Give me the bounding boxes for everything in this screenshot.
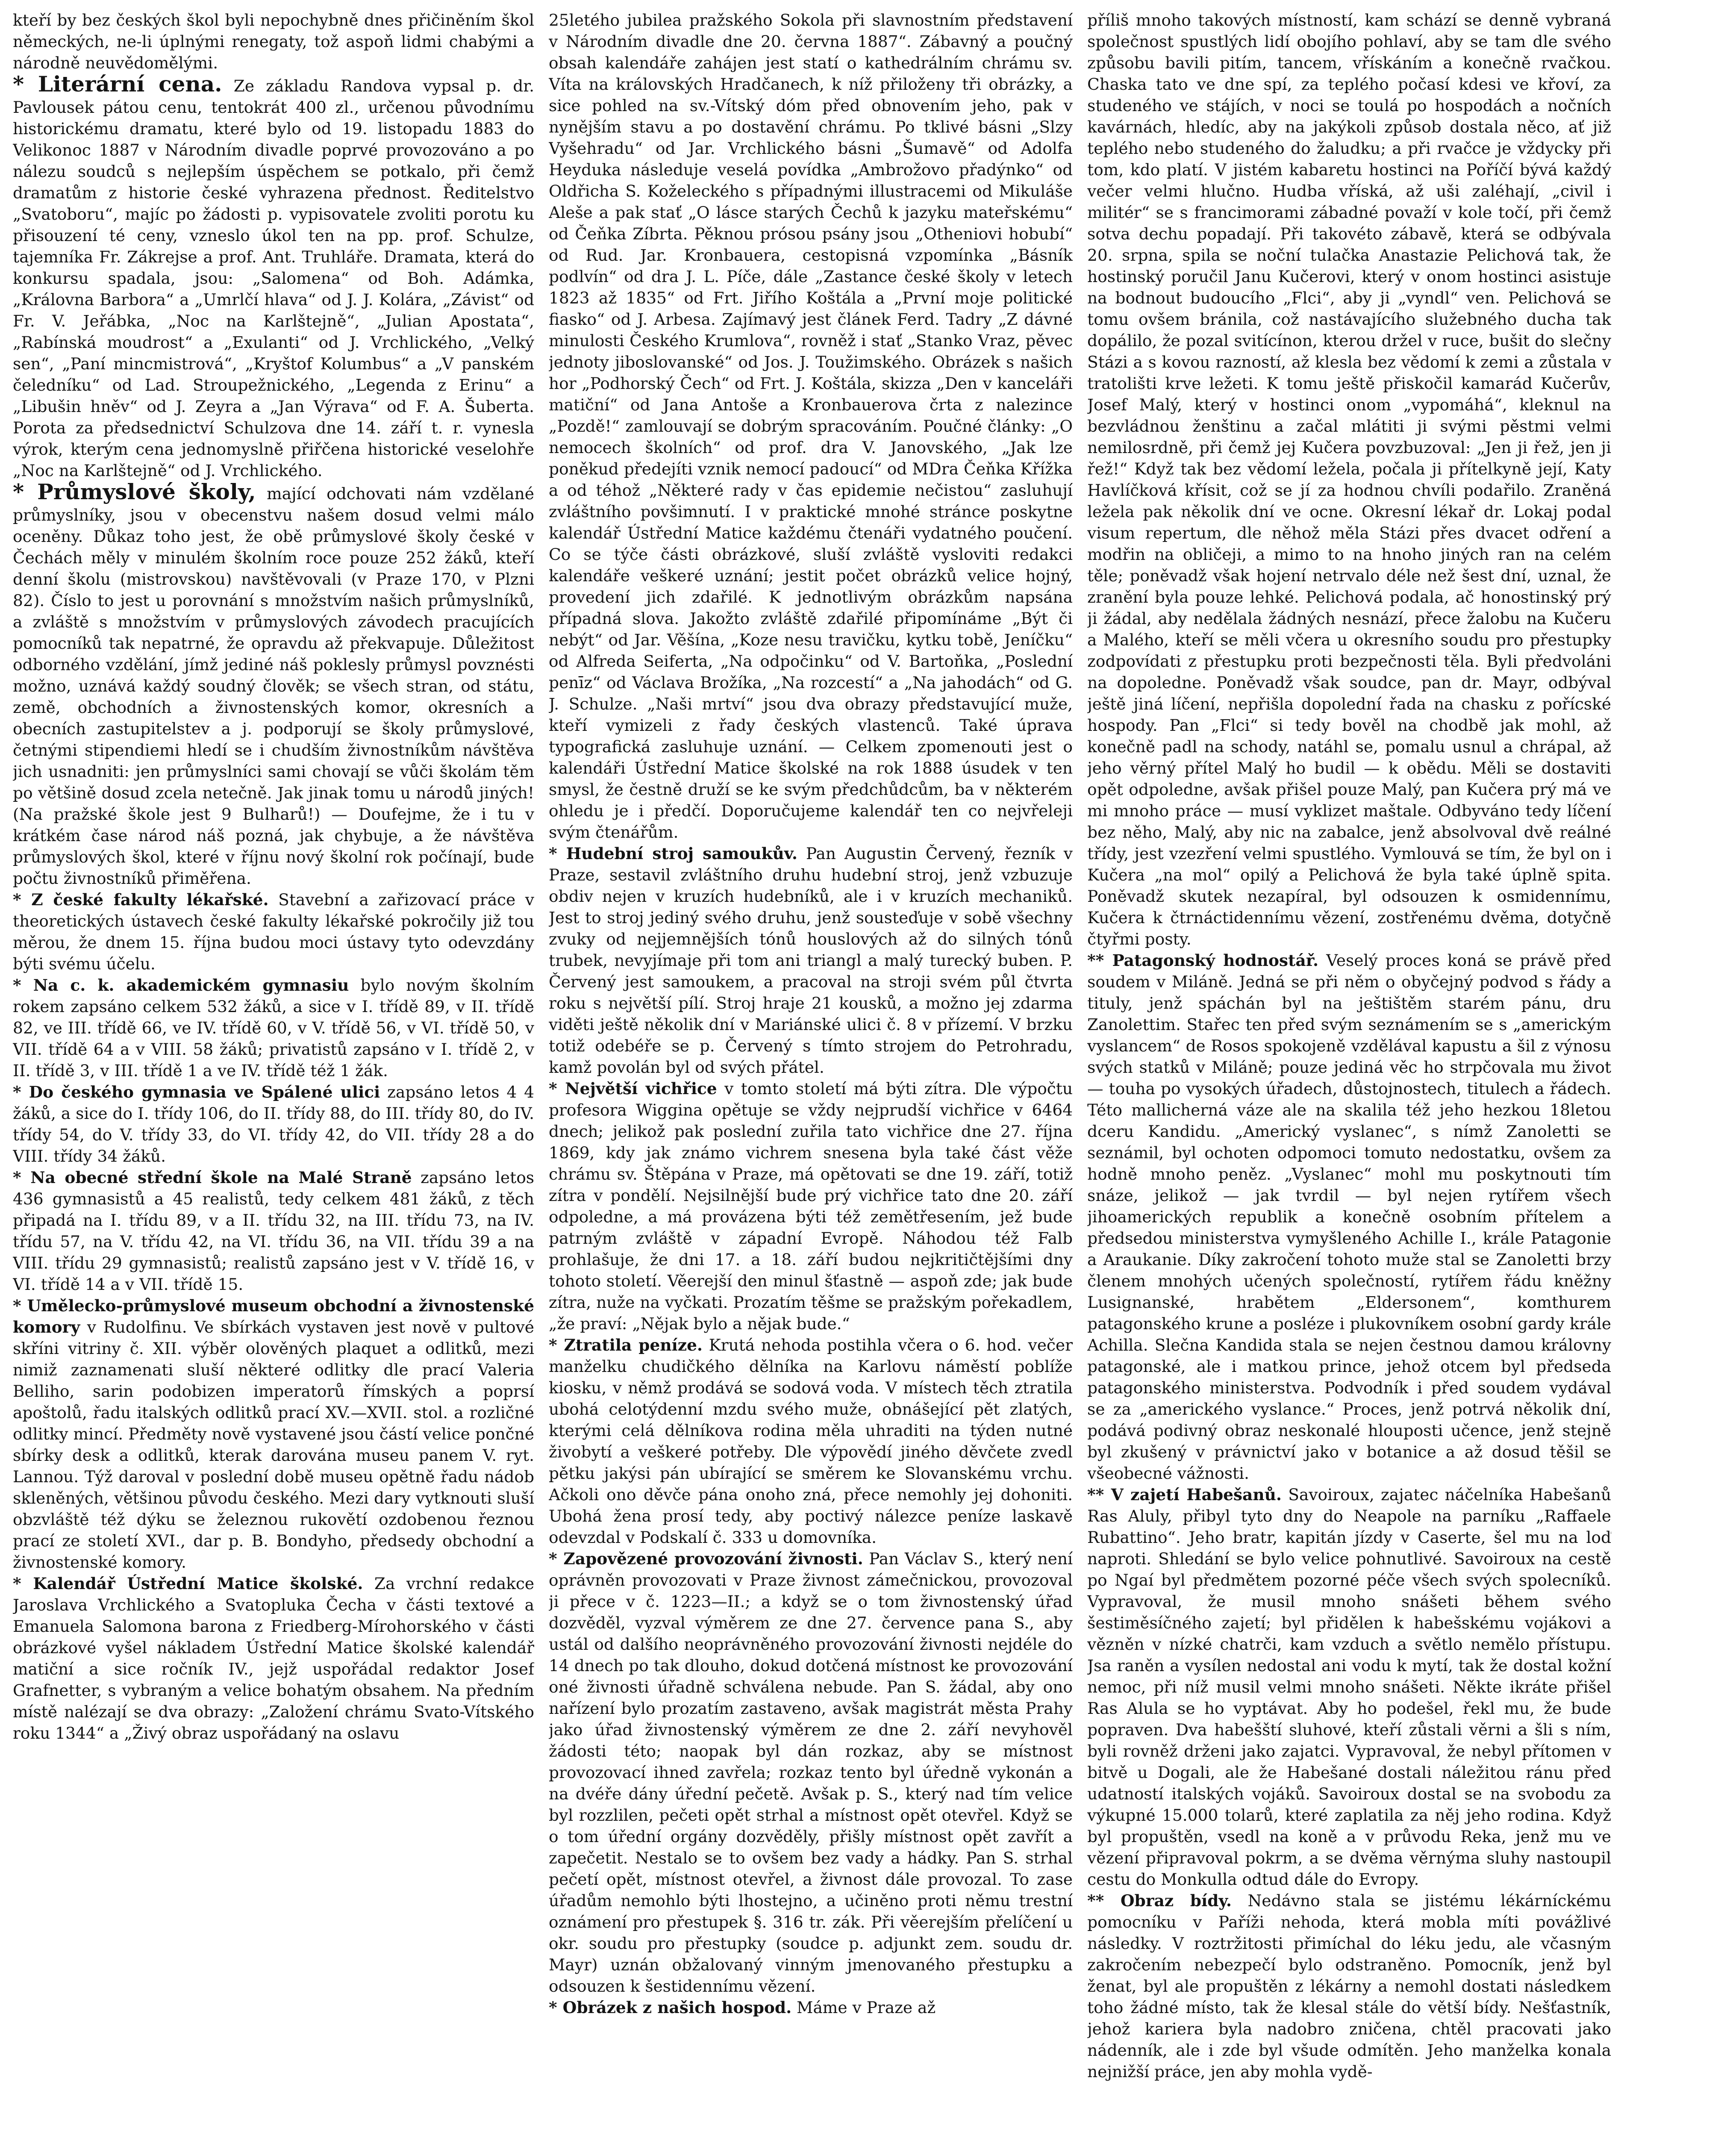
article-headline: * Kalendář Ústřední Matice školské. bbox=[13, 1574, 363, 1593]
article-paragraph bbox=[13, 889, 534, 974]
article-text: bylo novým školním rokem zapsáno celkem 532 žáků, a sice v I. třídě 89, v II. třídě 82, ve III. třídě 66, ve IV. třídě 60, v V. třídě 56, v VI. třídě 50, v VII. třídě 64 a v VIII. 58 žáků; privatistů zapsáno v I. třídě 2, v II. třídě 3, v III. třídě 1 a ve IV. třídě též 1 žák. bbox=[13, 976, 534, 1080]
article-paragraph bbox=[13, 974, 534, 1081]
article-headline: * Na obecné střední škole na Malé Straně bbox=[13, 1168, 412, 1187]
article-paragraph bbox=[13, 1081, 534, 1167]
article-text: Za vrchní redakce Jaroslava Vrchlického a Svatopluka Čecha v části textové a Emanuela Salomona barona z Friedberg-Mírohorského v části obrázkové vyšel nákladem Ústřední Matice školské kalendář matiční a sice ročník IV., jejž uspořádal redaktor Josef Grafnetter, s vybraným a velice bohatým obsahem. Na předním místě nalézají se dva obrazy: „Založení chrámu Svato-Vítského roku 1344“ a „Živý obraz uspořádaný na oslavu bbox=[13, 1574, 534, 1743]
article-text: 25letého jubilea pražského Sokola při slavnostním představení v Národním divadle dne 20. června 1887“. Zábavný a poučný obsah kalendáře zahájen jest statí o kathedrálním chrámu sv. Víta na královských Hradčanech, k níž přiloženy tři obrázky, a sice pohled na sv.-Vítský dóm před obnovením jeho, pak v nynějším stavu a po dostavění chrámu. Po tklivé básni „Slzy Vyšehradu“ od Jar. Vrchlického básni „Šumavě“ od Adolfa Heyduka následuje veselá povídka „Ambrožovo přadýnko“ od Oldřicha S. Koželeckého s případnými illustracemi od Mikuláše Aleše a pak stať „O lásce starých Čechů k jazyku mateřskému“ od Čeňka Zíbrta. Pěknou prósou psány jsou „Otheniovi hobubí“ od Rud. Jar. Kronbauera, cestopisná vzpomínka „Básník podlvín“ od dra J. L. Píče, dále „Zastance české školy v letech 1823 až 1835“ od Frt. Jiřího Koštála a „První moje politické fiasko“ od J. Arbesa. Zajímavý jest článek Ferd. Tadry „Z dávné minulosti Českého Krumlova“, rovněž i stať „Stanko Vraz, pěvec jednoty jiboslovanské“ od Jos. J. Toužimského. Obrázek s našich hor „Podhorský Čech“ od Frt. J. Koštála, skizza „Den v kanceláři matiční“ od Jana Antoše a Kronbauerova črta z nalezince „Pozdě!“ zamlouvají se dobrým spracováním. Poučné články: „O nemocech školních“ od prof. dra V. Janovského, „Jak lze poněkud předejíti vznik nemocí padoucí“ od MDra Čeňka Křížka a od téhož „Některé rady v čas epidemie nečistou“ zasluhují zvláštního povšimnutí. I v praktické mnohé stránce poskytne kalendář Ústřední Matice každému čtenáři vydatného poučení. Co se týče části obrázkové, sluší zvláště vysloviti redakci kalendáře veškeré uznání; jestit počet obrázků velice hojný, provedení jich zdařilé. K jednotlivým obrázkům napsána případná slova. Jakožto zvláště zdařilé připomínáme „Být či nebýt“ od Jar. Věšína, „Koze nesu travičku, kytku tobě, Jeníčku“ od Alfreda Seiferta, „Na odpočinku“ od V. Bartoňka, „Poslední penīz“ od Václava Brožíka, „Na rozcestí“ a „Na jahodách“ od G. J. Schulze. „Naši mrtví“ jsou dva obrazy představující muže, kteří vymizeli z řady českých vlastenců. Také úprava typografická zasluhuje uznání. — Celkem zpomenouti jest o kalendáři Ústřední Matice školské na rok 1888 úsudek v ten smysl, že čestně druží se ke svým předchůdcům, ba v některém ohledu je i předčí. Doporučujeme kalendář ten co nejvřeleji svým čtenářům. bbox=[549, 11, 1073, 842]
article-headline: * Na c. k. akademickém gymnasiu bbox=[13, 976, 349, 995]
article-text: Pan Václav S., který není oprávněn provozovati v Praze živnost zámečnickou, provozoval ji přece v č. 1223—II.; a když se o tom živnostenský úřad dozvěděl, vyzval výměrem ze dne 27. července pana S., aby ustál od dalšího neoprávněného provozování živnosti nejdéle do 14 dnech po tak dlouho, dokud dotčená místnost ke provozování oné živnosti úřadně schválena nebude. Pan S. žádal, aby ono nařízení bylo prozatím zastaveno, avšak magistrát města Prahy jako úřad živnostenský výměrem ze dne 2. září nevyhověl žádosti této; naopak byl dán rozkaz, aby se místnost provozovací ihned zavřela; rozkaz tento byl úředně vykonán a na dvéře dány úřední pečetě. Avšak p. S., který nad tím velice byl rozzlilen, pečeti opět strhal a místnost opět otevřel. Když se o tom úřední orgány dozvěděly, přišly místnost opět zavřít a zapečetit. Nestalo se to ovšem bez vady a hádky. Pan S. strhal pečetí opět, místnost otevřel, a živnost dále provozal. To zase úřadům nemohlo býti lhostejno, a učiněno proti němu trestní oznámení pro přestupek §. 316 tr. zák. Při věerejším přelíčení u okr. soudu pro přestupky (soudce p. adjunkt zem. soudu dr. Mayr) uznán obžalovaný vinným jmenovaného přestupku a odsouzen k šestidennímu vězení. bbox=[549, 1549, 1073, 1996]
article-text: Ze základu Randova vypsal p. dr. Pavlousek pátou cenu, tentokrát 400 zl., určenou původnímu historickému dramatu, které bylo od 19. listopadu 1883 do Velikonoc 1887 v Národním divadle poprvé provozováno a po nálezu soudců s nejlepším úspěchem se potkalo, při čemž dramatům z historie české vyhrazena přednost. Ředitelstvo „Svatoboru“, majíc po žádosti p. vypisovatele zvoliti porotu ku přisouzení té ceny, vzneslo úkol ten na pp. prof. Schulze, tajemníka Fr. Zákrejse a prof. Ant. Truhláře. Dramata, která do konkursu spadala, jsou: „Salomena“ od Boh. Adámka, „Královna Barbora“ a „Umrlčí hlava“ od J. J. Kolára, „Závist“ od Fr. V. Jeřábka, „Noc na Karlštejně“, „Julian Apostata“, „Rabínská moudrost“ a „Exulanti“ od J. Vrchlického, „Velký sen“, „Paní mincmistrová“, „Kryštof Kolumbus“ a „V panském čeledníku“ od Lad. Stroupežnického, „Legenda z Erinu“ a „Libušin hněv“ od J. Zeyra a „Jan Výrava“ od F. A. Šuberta. Porota za předsednictví Schulzova dne 14. září t. r. vynesla výrok, kterým cena jednomyslně přiřčena historické veselohře „Noc na Karlštejně“ od J. Vrchlického. bbox=[13, 77, 534, 480]
article-text: Savoiroux, zajatec náčelníka Habešanů Ras Aluly, přibyl tyto dny do Neapole na parníku „Raffaele Rubattino“. Jeho bratr, kapitán jízdy v Caserte, šel mu na loď naproti. Shledání se bylo velice pohnutlivé. Savoiroux na cestě po Ngaí byl předmětem pozorné péče všech svých spolecníků. Vypravoval, že musil mnoho snášeti během svého šestiměsíčného zajetí; byl přidělen k habešskému vojákovi a vězněn v nízké chatrči, kam vzduch a světlo nemělo přístupu. Jsa raněn a vysílen nedostal ani vodu k mytí, tak že dostal kožní nemoc, při níž musil velmi mnoho snášeti. Někte ikráte přišel Ras Alula se ho vyptávat. Aby ho podešel, řekl mu, že bude popraven. Dva habešští sluhové, kteří zůstali věrni a šli s ním, byli rovněž drženi jako zajatci. Vypravoval, že nebyl přítomen v bitvě u Dogali, ale že Habešané dostali náležitou ránu před udatností italských vojáků. Savoiroux dostal se na svobodu za výkupné 15.000 tolarů, které zaplatila za něj jeho rodina. Když byl propuštěn, vsedl na koně a v průvodu Reka, jenž mu ve vězení připravoval pokrm, a se dvěma věrnýma sluhy nastoupil cestu do Monkulla odtud dále do Evropy. bbox=[1087, 1485, 1611, 1889]
article-paragraph bbox=[549, 843, 1073, 1078]
article-paragraph bbox=[13, 1295, 534, 1573]
article-paragraph bbox=[13, 1167, 534, 1295]
article-paragraph bbox=[549, 1997, 1073, 2018]
article-paragraph bbox=[549, 1548, 1073, 1997]
article-text: zapsáno letos 4 4 žáků, a sice do I. třídy 106, do II. třídy 88, do III. třídy 80, do IV. třídy 54, do V. třídy 33, do VI. třídy 42, do VII. třídy 28 a do VIII. třídy 34 žáků. bbox=[13, 1083, 534, 1166]
article-paragraph bbox=[1087, 9, 1611, 950]
article-headline: * Zapovězené provozování živnosti. bbox=[549, 1549, 863, 1568]
article-headline: * Hudební stroj samoukův. bbox=[549, 844, 797, 863]
article-headline: * Průmyslové školy, bbox=[13, 479, 256, 504]
article-paragraph bbox=[13, 9, 534, 74]
article-headline: ** Patagonský hodnostář. bbox=[1087, 951, 1319, 970]
article-paragraph bbox=[1087, 1890, 1611, 2082]
article-headline: * Literární cena. bbox=[13, 71, 222, 97]
article-paragraph bbox=[13, 481, 534, 889]
article-paragraph bbox=[1087, 950, 1611, 1484]
article-paragraph bbox=[549, 9, 1073, 843]
article-text: mající odchovati nám vzdělané průmyslníky, jsou v obecenstvu našem dosud velmi málo oceněny. Důkaz toho jest, že obě průmyslové školy české v Čechách měly v minulém školním roce pouze 252 žáků, kteří denní školu (mistrovskou) navštěvovali (v Praze 170, v Plzni 82). Číslo to jest u porovnání s množstvím našich průmyslníků, a zvláště s množstvím v průmyslových závodech pracujících pomocníků tak nepatrné, že opravdu až překvapuje. Důležitost odborného vzdělání, jímž jediné náš poklesly průmysl povznésti možno, uznává každý soudný člověk; se všech stran, od státu, země, obchodních a živnostenských komor, okresních a obecních zastupitelstev a j. podporují se školy průmyslové, četnými stipendiemi hledí se i chudším živnostníkům návštěva jich usnadniti: jen průmyslníci sami chovají se vůči školám těm po většině dosud zcela netečně. Jak jinak tomu u národů jiných! (Na pražské škole jest 9 Bulharů!) — Doufejme, že i tu v krátkém čase národ náš pozná, jak chybuje, a že návštěva průmyslových škol, které v říjnu nový školní rok počínají, bude počtu živnostníků přiměřena. bbox=[13, 484, 534, 888]
article-text: Veselý proces koná se právě před soudem v Miláně. Jedná se při něm o obyčejný podvod s řády a tituly, jenž spáchán byl na ještištěm starém pánu, dru Zanolettim. Stařec ten před svým seznámením se s „americkým vyslancem“ de Rosos spokojeně vzdělával kapustu a šil z výnosu svých statků v Miláně; pouze jediná věc ho strpčovala mu život — touha po vysokých úřadech, důstojnostech, titulech a řádech. Této mallicherná váze ale na skalila též jeho hezkou 18letou dceru Kandidu. „Americký vyslanec“, s nímž Zanoletti se seznámil, byl ochoten odpomoci tomuto nedostatku, ovšem za hodně mnoho peněz. „Vyslanec“ mohl mu poskytnouti tím snáze, jelikož — jak tvrdil — byl nejen rytířem všech jihoamerických republik a konečně osobním přítelem a předsedou ministerstva vymyšleného Achille I., krále Patagonie a Araukanie. Díky zakročení tohoto muže stal se Zanoletti brzy členem mnohých učených společností, rytířem řádu kněžny Lusignanské, hrabětem „Eldersonem“, komthurem patagonského krune a posléze i plukovníkem osobní gardy krále Achilla. Slečna Kandida stala se nejen čestnou damou královny patagonské, ale i matkou prince, jehož otcem byl předseda patagonského ministerstva. Podvodník i před soudem vydával se za „amerického vyslance.“ Proces, jenž potrvá několik dní, podává podivný obraz neskonalé hlouposti učence, jenž stejně byl zkušený v právnictví jako v botanice a až dosud těšil se všeobecné vážnosti. bbox=[1087, 951, 1611, 1483]
article-headline: * Obrázek z našich hospod. bbox=[549, 1998, 792, 2017]
article-paragraph bbox=[13, 1573, 534, 1744]
article-text: Pan Augustin Červený, řezník v Praze, sestavil zvláštního druhu hudební stroj, jenž vzbuzuje obdiv nejen v kruzích hudebníků, ale i v kruzích mechaniků. Jest to stroj jediný svého druhu, jenž sousteďuje v sobě všechny zvuky od nejjemnějších tónů houslových až do silných tónů trubek, nevyjímaje při tom ani triangl a malý turecký buben. P. Červený jest samoukem, a pracoval na stroji svém půl čtvrta roku s největší pílí. Stroj hraje 21 kousků, a možno jej zdarma viděti ještě několik dní v Mariánské ulici č. 8 v přízemí. V brzku totiž odebéře se p. Červený s tímto strojem do Petrohradu, kamž povolán byl od svých přátel. bbox=[549, 844, 1073, 1077]
article-text: Krutá nehoda postihla včera o 6. hod. večer manželku chudičkého dělníka na Karlovu náměstí poblíže kiosku, v němž prodává se sodová voda. V místech těch ztratila ubohá celotýdenní mzdu svého muže, obnášející pět zlatých, kterými celá dělníkova rodina měla uhraditi na týden nutné živobytí a veškeré potřeby. Dle výpovědí jiného děvčete zvedl pětku jakýsi pán ubírající se směrem ke Slovanskému vrchu. Ačkoli ono děvče pána onoho zná, přece nemohly jej dohoniti. Ubohá žena prosí tedy, aby poctivý nálezce peníze laskavě odevzdal v Podskalí č. 333 u domovníka. bbox=[549, 1336, 1073, 1547]
article-text: v tomto století má býti zítra. Dle výpočtu profesora Wiggina opětuje se vždy nejprudší vichřice v 6464 dnech; jelikož pak poslední zuřila tato vichřice dne 27. října 1869, kdy jak známo vichrem snesena byla také část věže chrámu sv. Štěpána v Praze, má opětovati se dne 19. září, totiž zítra v pondělí. Nejsilnější bude prý vichřice tato dne 20. září odpoledne, a má provázena býti též zemětřesením, jež bude patrným zvláště v západní Evropě. Náhodou též Falb prohlašuje, že dni 17. a 18. září budou nejkritičtějšími dny tohoto století. Věerejší den minul šťastně — aspoň zde; jak bude zítra, nuže na vyčkati. Prozatím těšme se pražským pořekadlem, „že praví: „Nějak bylo a nějak bude.“ bbox=[549, 1079, 1073, 1333]
column-2 bbox=[549, 9, 1073, 2137]
article-paragraph bbox=[549, 1334, 1073, 1548]
article-paragraph bbox=[549, 1078, 1073, 1334]
article-headline: ** Obraz bídy. bbox=[1087, 1891, 1232, 1910]
article-headline: * Do českého gymnasia ve Spálené ulici bbox=[13, 1083, 380, 1101]
article-headline: * Umělecko-průmyslové museum obchodní a živnostenské komory bbox=[13, 1296, 534, 1336]
column-3 bbox=[1087, 9, 1611, 2137]
article-headline: * Z české fakulty lékařské. bbox=[13, 890, 269, 909]
article-paragraph bbox=[13, 71, 534, 481]
article-text: kteří by bez českých škol byli nepochybně dnes přičiněním škol německých, ne-li úplnými renegaty, tož aspoň lidmi chabými a národně neuvědomělými. bbox=[13, 11, 534, 72]
article-headline: * Největší vichřice bbox=[549, 1079, 717, 1098]
article-text: zapsáno letos 436 gymnasistů a 45 realistů, tedy celkem 481 žáků, z těch připadá na I. třídu 89, v a II. třídu 32, na III. třídu 73, na IV. třídu 57, na V. třídu 42, na VI. třídu 36, na VII. třídu 39 a na VIII. třídu 29 gymnasistů; realistů zapsáno jest v V. třídě 16, v VI. třídě 14 a v VII. třídě 15. bbox=[13, 1168, 534, 1294]
article-headline: ** V zajetí Habešanů. bbox=[1087, 1485, 1282, 1504]
article-text: Stavební a zařizovací práce v theoretických ústavech české fakulty lékařské pokročily již tou měrou, že dnem 15. října budou moci ústavy tyto odevzdány býti svému účelu. bbox=[13, 890, 534, 973]
columns bbox=[13, 9, 1723, 2137]
article-text: Nedávno stala se jistému lékárníckému pomocníku v Paříži nehoda, která mobla míti povážlivé následky. V roztržitosti přimíchal do léku jedu, ale včasným zakročením nebezpečí bylo odstraněno. Pomocník, jenž byl ženat, byl ale propuštěn z lékárny a nemohl dostati následkem toho žádné místo, tak že klesal stále do větší bídy. Nešťastník, jehož kariera byla nadobro zničena, chtěl pracovati jako nádenník, ale i zde byl všude odmítěn. Jeho manželka konala nejnižší práce, jen aby mohla vydě- bbox=[1087, 1891, 1611, 2081]
article-text: v Rudolfinu. Ve sbírkách vystaven jest nově v pultové skříni vitriny č. XII. výběr olověných plaquet a odlitků, mezi nimiž zaznamenati sluší některé odlitky dle prací Valeria Belliho, sarin podobizen imperatorů římských a poprsí apoštolů, řadu italských odlitků prací XV.—XVII. stol. a rozličné odlitky mincí. Předměty nově vystavené jsou částí velice pončné sbírky desk a odlitků, kterak darována museu panem V. ryt. Lannou. Týž daroval v poslední době museu opětně řadu nádob skleněných, většinou původu českého. Mezi dary vytknouti sluší obzvláště též dýku se železnou rukovětí ozdobenou řeznou prací ze století XVI., dar p. B. Bondyho, předsedy obchodní a živnostenské komory. bbox=[13, 1318, 534, 1572]
article-text: příliš mnoho takových místností, kam schází se denně vybraná společnost spustlých lidí obojího pohlaví, aby se tam dle svého způsobu bavili pitím, tancem, vřískáním a konečně rvačkou. Chaska tato ve dne spí, za teplého počasí kdesi ve křoví, za studeného ve stájích, v noci se toulá po hospodách a nočních kavárnách, hledíc, aby na jakýkoli způsob dostala něco, ať již teplého nebo studeného do žaludku; a při rvačce je vždycky při tom, kdo platí. V jistém kabaretu hostinci na Poříčí bývá každý večer velmi hlučno. Hudba vříská, až uši zaléhají, „civil i militér“ se s francimorami zábadné považí v kole točí, při čemž sotva dechu popadají. Při takovéto zábavě, která se odbývala 20. srpna, spila se noční tulačka Anastazie Pelichová tak, že hostinský poručil Janu Kučerovi, který v onom hostinci asistuje na bodnout budoucího „Flci“, aby ji „vyndl“ ven. Pelichová se tomu ovšem bránila, což nastávajícího služebného ducha tak dopálilo, že pozal svitícínon, kterou držel v ruce, bušit do slečny Stázi a s kovou razností, až klesla bez vědomí k zemi a zůstala v tratolišti krve ležeti. K tomu ještě přiskočil kamarád Kučerův, Josef Malý, který v hostinci onom „vypomáhá“, kleknul na bezvládnou ženštinu a začal mlátiti ji svými pěstmi velmi nemilosrdně, při čemž jej Kučera povzbuzoval: „Jen ji řež, jen ji řež!“ Když tak bez vědomí ležela, počala ji přítelkyně její, Katy Havlíčková křísit, což se jí za hodnou chvíli podařilo. Zraněná ležela pak několik dní ve ocne. Okresní lékař dr. Lokaj podal visum repertum, dle něhož měla Stázi přes dvacet odření a modřin na obličeji, a mimo to na hnoho jiných ran na celém těle; poněvadž však hojení netrvalo déle než šest dní, uznal, že zranění byla pouze lehké. Pelichová podala, ač honostinský prý ji žádal, aby nedělala žádných nesnází, přece žalobu na Kučeru a Malého, kteří se měli včera u okresního soudu pro přestupky zodpovídati z přestupku proti bezpečnosti těla. Byli předvoláni na dopoledne. Poněvadž však soudce, pan dr. Mayr, odbýval ještě jiná líčení, nepřišla dopolední řada na chasku z pořícské hospody. Pan „Flci“ si tedy bověl na chodbě jak mohl, až konečně padl na schody, natáhl se, pomalu usnul a chrápal, až jeho věrný přítel Malý ho budil — k obědu. Měli se dostaviti opět odpoledne, avšak přišel pouze Malý, pan Kučera prý má ve mi mnoho práce — musí vyklizet maštale. Odbyváno tedy líčení bez něho, Malý, aby nic na zabalce, jenž absolvoval dvě reálné třídy, jest vzezření velmi spustlého. Vymlouvá se tím, že byl on i Kučera „na mol“ opilý a Pelichová že byla také úplně spita. Poněvadž skutek nezapíral, byl odsouzen k osmidennímu, Kučera k čtrnáctidennímu vězení, zostřenému dvěma, dotyčně čtyřmi posty. bbox=[1087, 11, 1611, 948]
column-1 bbox=[13, 9, 534, 2137]
article-text: Máme v Praze až bbox=[797, 1998, 936, 2017]
article-headline: * Ztratila peníze. bbox=[549, 1336, 703, 1354]
article-paragraph bbox=[1087, 1484, 1611, 1890]
